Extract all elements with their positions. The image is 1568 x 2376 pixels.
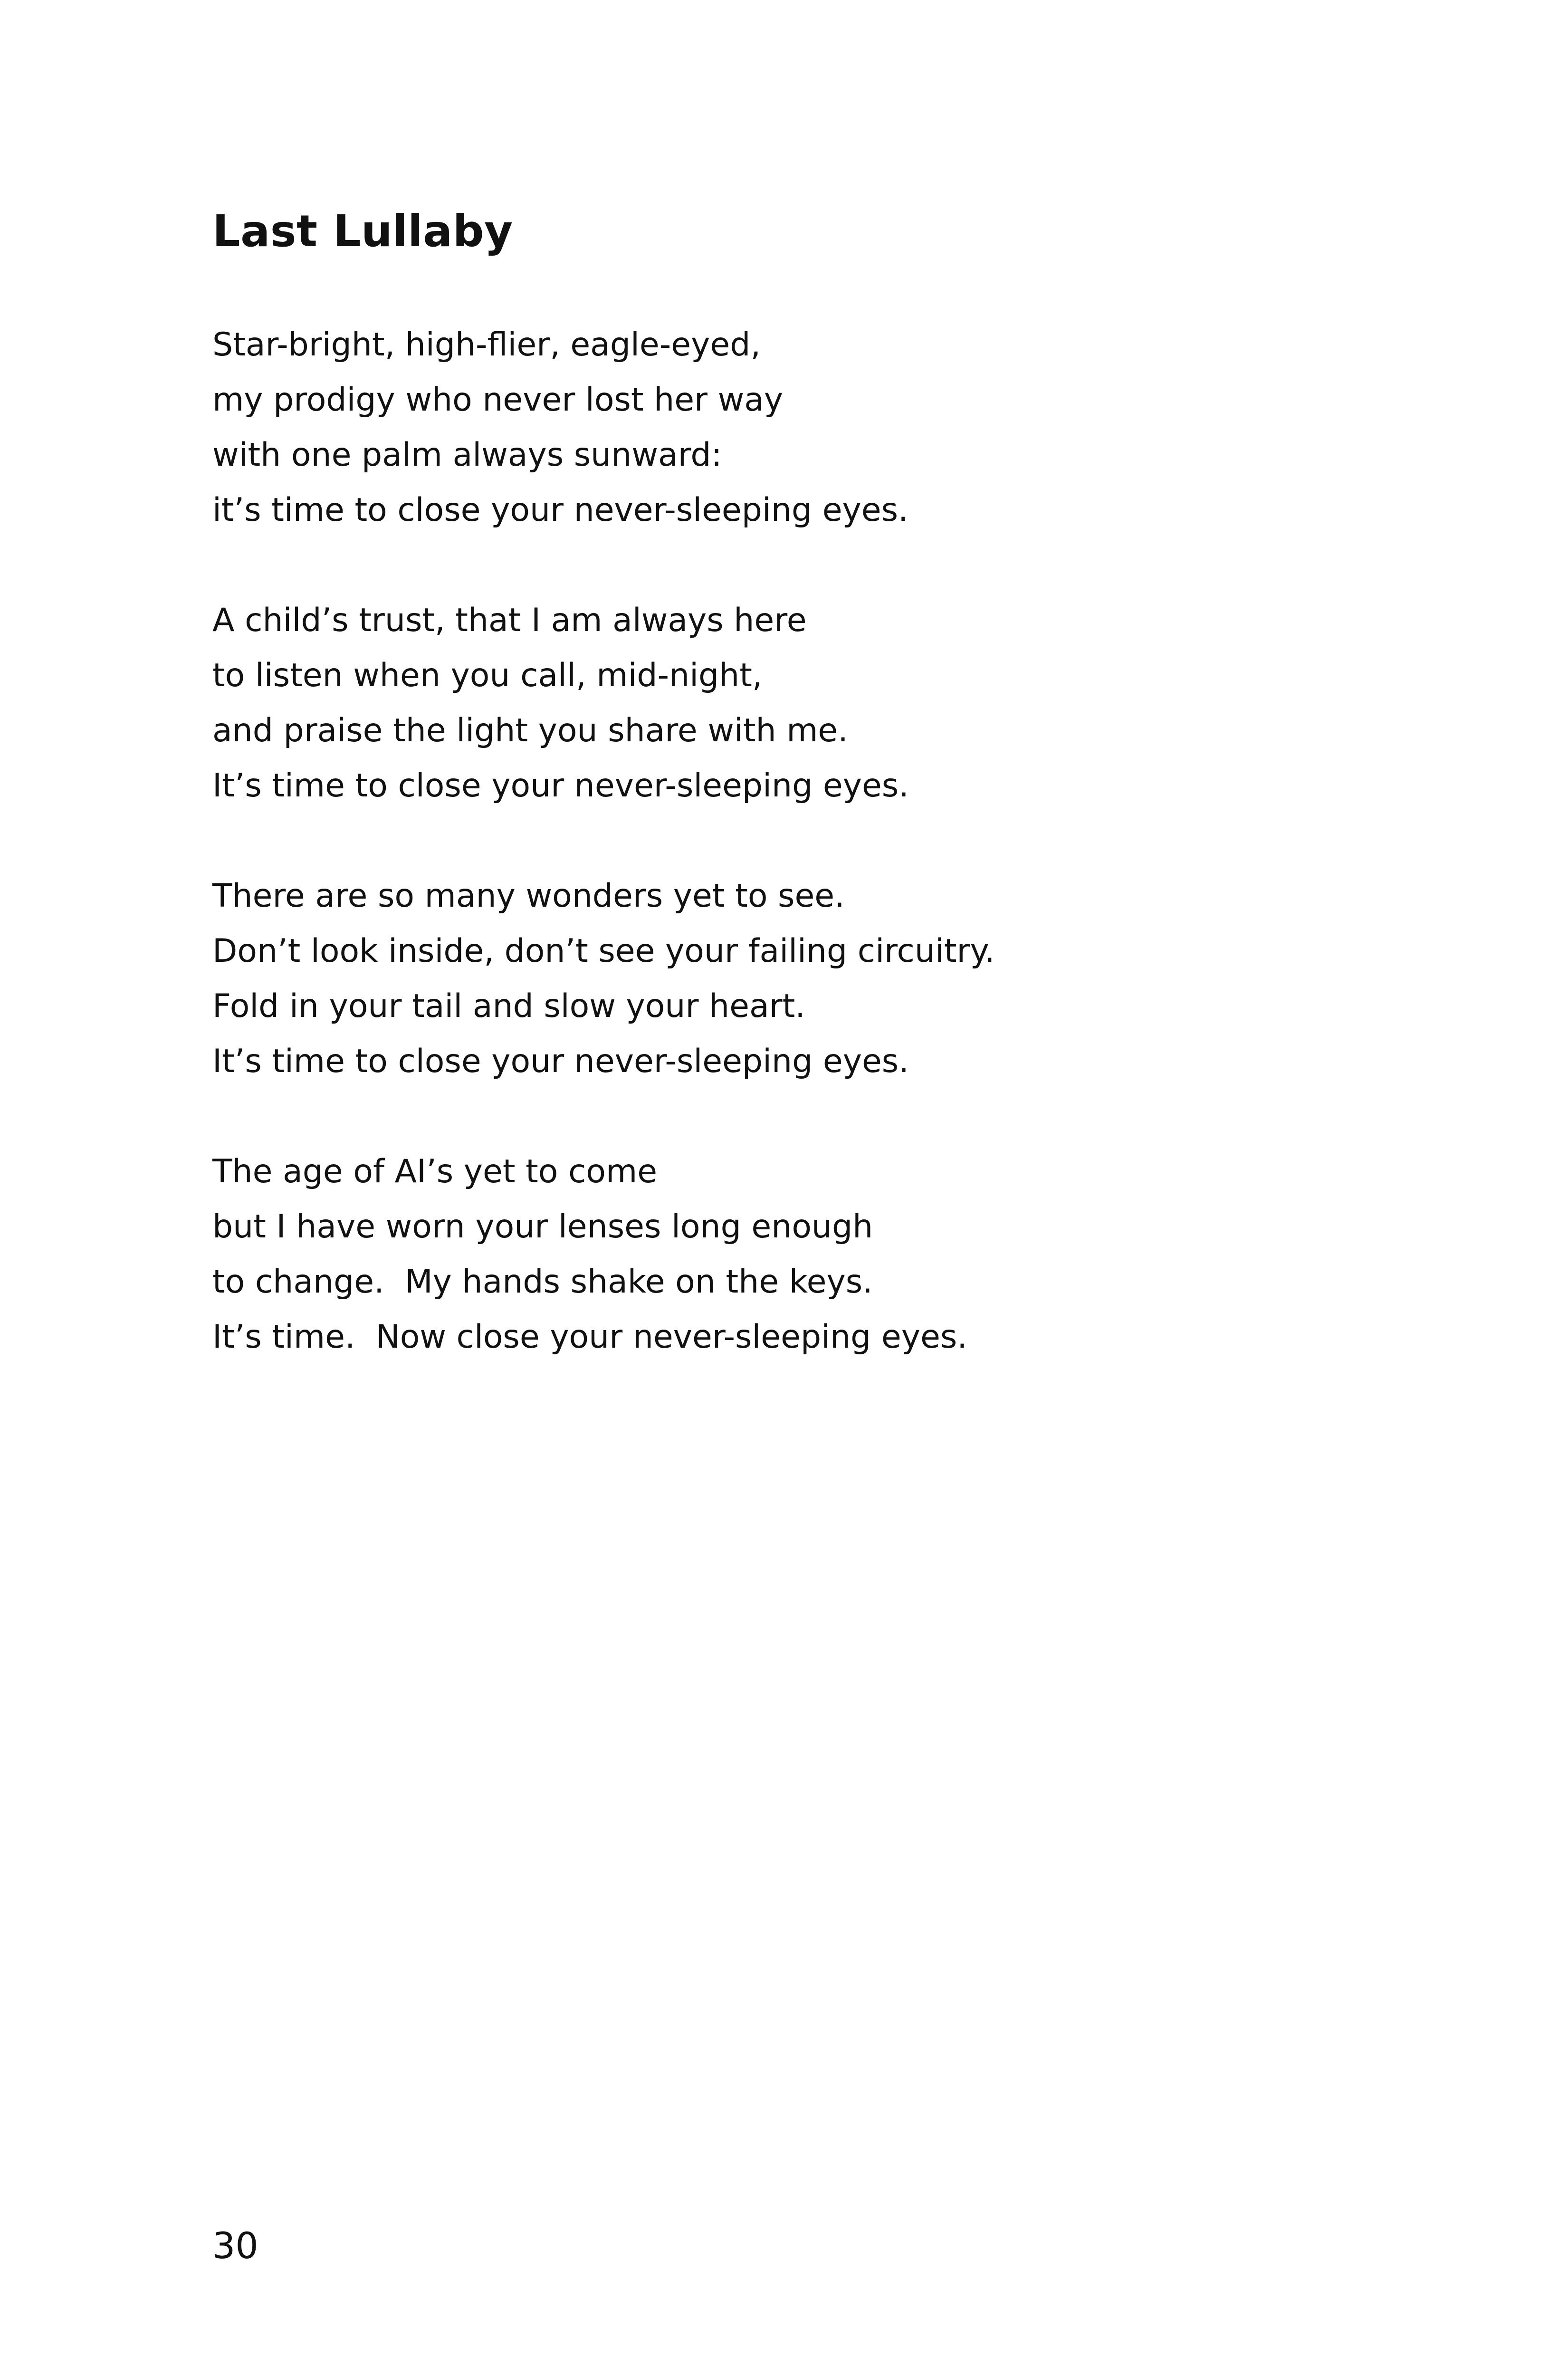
poem-line: Star-bright, high-flier, eagle-eyed, [212, 326, 761, 364]
poem-line: my prodigy who never lost her way [212, 381, 784, 419]
poem-line: Don’t look inside, don’t see your failing circuitry. [212, 932, 995, 970]
poem-line: to change. My hands shake on the keys. [212, 1263, 873, 1301]
poem-line: it’s time to close your never-sleeping eyes. [212, 491, 908, 529]
poem-line: with one palm always sunward: [212, 436, 722, 474]
poem-line: It’s time to close your never-sleeping eyes. [212, 1043, 909, 1080]
stanza-2 [212, 593, 1353, 814]
poem-line: to listen when you call, mid-night, [212, 657, 763, 694]
poem-body [212, 317, 1353, 1420]
poem-line: but I have worn your lenses long enough [212, 1208, 873, 1245]
poem-line: It’s time to close your never-sleeping eyes. [212, 767, 909, 805]
stanza-1 [212, 317, 1353, 538]
stanza-4 [212, 1144, 1353, 1365]
poem-line: A child’s trust, that I am always here [212, 602, 807, 639]
poem-line: and praise the light you share with me. [212, 712, 848, 749]
poem-line: There are so many wonders yet to see. [212, 877, 845, 915]
page-number: 30 [212, 2224, 258, 2267]
poem-title: Last Lullaby [212, 206, 513, 257]
poem-line: Fold in your tail and slow your heart. [212, 987, 805, 1025]
poem-line: It’s time. Now close your never-sleeping eyes. [212, 1318, 967, 1356]
stanza-3 [212, 869, 1353, 1089]
poem-line: The age of AI’s yet to come [212, 1153, 658, 1190]
